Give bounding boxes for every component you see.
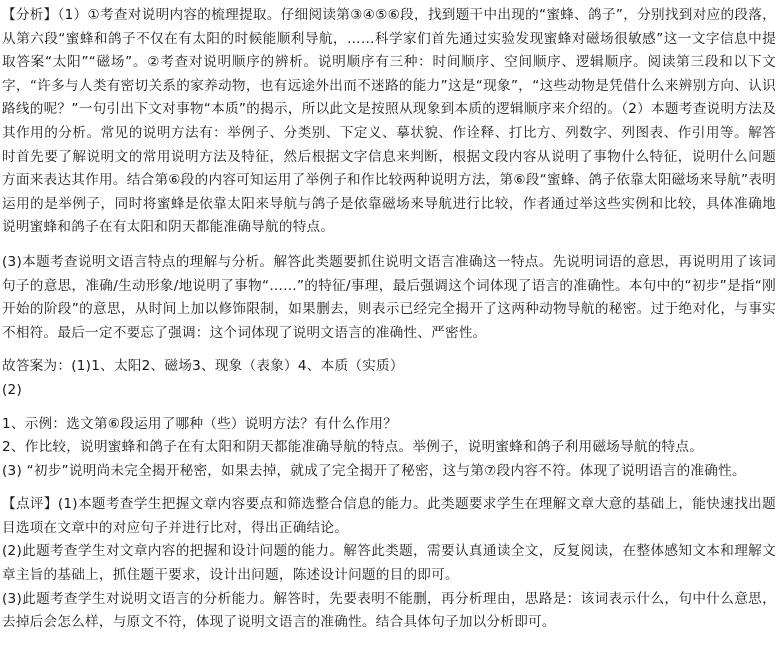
comment-paragraph-3: (3)此题考查学生对说明文语言的分析能力。解答时，先要表明不能删，再分析理由，思路是：该词表示什么，句中什么意思，去掉后会怎么样，与原文不符，体现了说明文语言的准确性。结合具体句子加以分析即可。 — [2, 590, 776, 631]
answer-line-1: 故答案为：(1)1、太阳2、磁场3、现象（表象）4、本质（实质） — [2, 358, 404, 375]
answer-line-3: 1、示例：选文第⑥段运用了哪种（些）说明方法？有什么作用？ — [2, 415, 398, 432]
solution-document — [2, 4, 776, 635]
comment-paragraph-1: 【点评】(1)本题考查学生把握文章内容要点和筛选整合信息的能力。此类题要求学生在理解文章大意的基础上，能快速找出题目选项在文章中的对应句子并进行比对，得出正确结论。 — [2, 496, 776, 536]
comment-paragraph-2: (2)此题考查学生对文章内容的把握和设计问题的能力。解答此类题，需要认真通读全文，反复阅读，在整体感知文本和理解文章主旨的基础上，抓住题干要求，设计出问题，陈述设计问题的目的即可。 — [2, 543, 776, 584]
answer-line-4: 2、作比较，说明蜜蜂和鸽子在有太阳和阴天都能准确导航的特点。举例子，说明蜜蜂和鸽子利用磁场导航的特点。 — [2, 439, 704, 456]
analysis-paragraph-1: 【分析】（1）①考查对说明内容的梳理提取。仔细阅读第③④⑤⑥段，找到题干中出现的“蜜蜂、鸽子”，分别找到对应的段落，从第六段“蜜蜂和鸽子不仅在有太阳的时候能顺利导航，……科学家们首先通过实验发现蜜蜂对磁场很敏感”这一文字信息中提取答案“太阳”“磁场”。②考查对说明顺序的辨析。说明顺序有三种：时间顺序、空间顺序、逻辑顺序。阅读第三段和以下文字，“许多与人类有密切关系的家养动物，也有远途外出而不迷路的能力”这是“现象”，“这些动物是凭借什么来辨别方向、认识路线的呢？”一句引出下文对事物“本质”的揭示，所以此文是按照从现象到本质的逻辑顺序来介绍的。（2）本题考查说明方法及其作用的分析。常见的说明方法有：举例子、分类别、下定义、摹状貌、作诠释、打比方、列数字、列图表、作引用等。解答时首先要了解说明文的常用说明方法及特征，然后根据文字信息来判断，根据文段内容从说明了事物什么特征，说明什么问题方面来表达其作用。结合第⑥段的内容可知运用了举例子和作比较两种说明方法，第⑥段“蜜蜂、鸽子依靠太阳磁场来导航”表明运用的是举例子，同时将蜜蜂是依靠太阳来导航与鸽子是依靠磁场来导航进行比较，作者通过举这些实例和比较，具体准确地说明蜜蜂和鸽子在有太阳和阴天都能准确导航的特点。 — [2, 7, 776, 236]
answer-line-5: (3) “初步”说明尚未完全揭开秘密，如果去掉，就成了完全揭开了秘密，这与第⑦段内容不符。体现了说明语言的准确性。 — [2, 462, 746, 479]
analysis-paragraph-2: (3)本题考查说明文语言特点的理解与分析。解答此类题要抓住说明文语言准确这一特点。先说明词语的意思，再说明用了该词句子的意思，准确/生动形象/地说明了事物“……”的特征/事理，最后强调这个词体现了语言的准确性。本句中的“初步”是指“刚开始的阶段”的意思，从时间上加以修饰限制，如果删去，则表示已经完全揭开了这两种动物导航的秘密。过于绝对化，与事实不相符。最后一定不要忘了强调：这个词体现了说明文语言的准确性、严密性。 — [2, 253, 776, 341]
answer-line-2: (2) — [2, 381, 23, 398]
